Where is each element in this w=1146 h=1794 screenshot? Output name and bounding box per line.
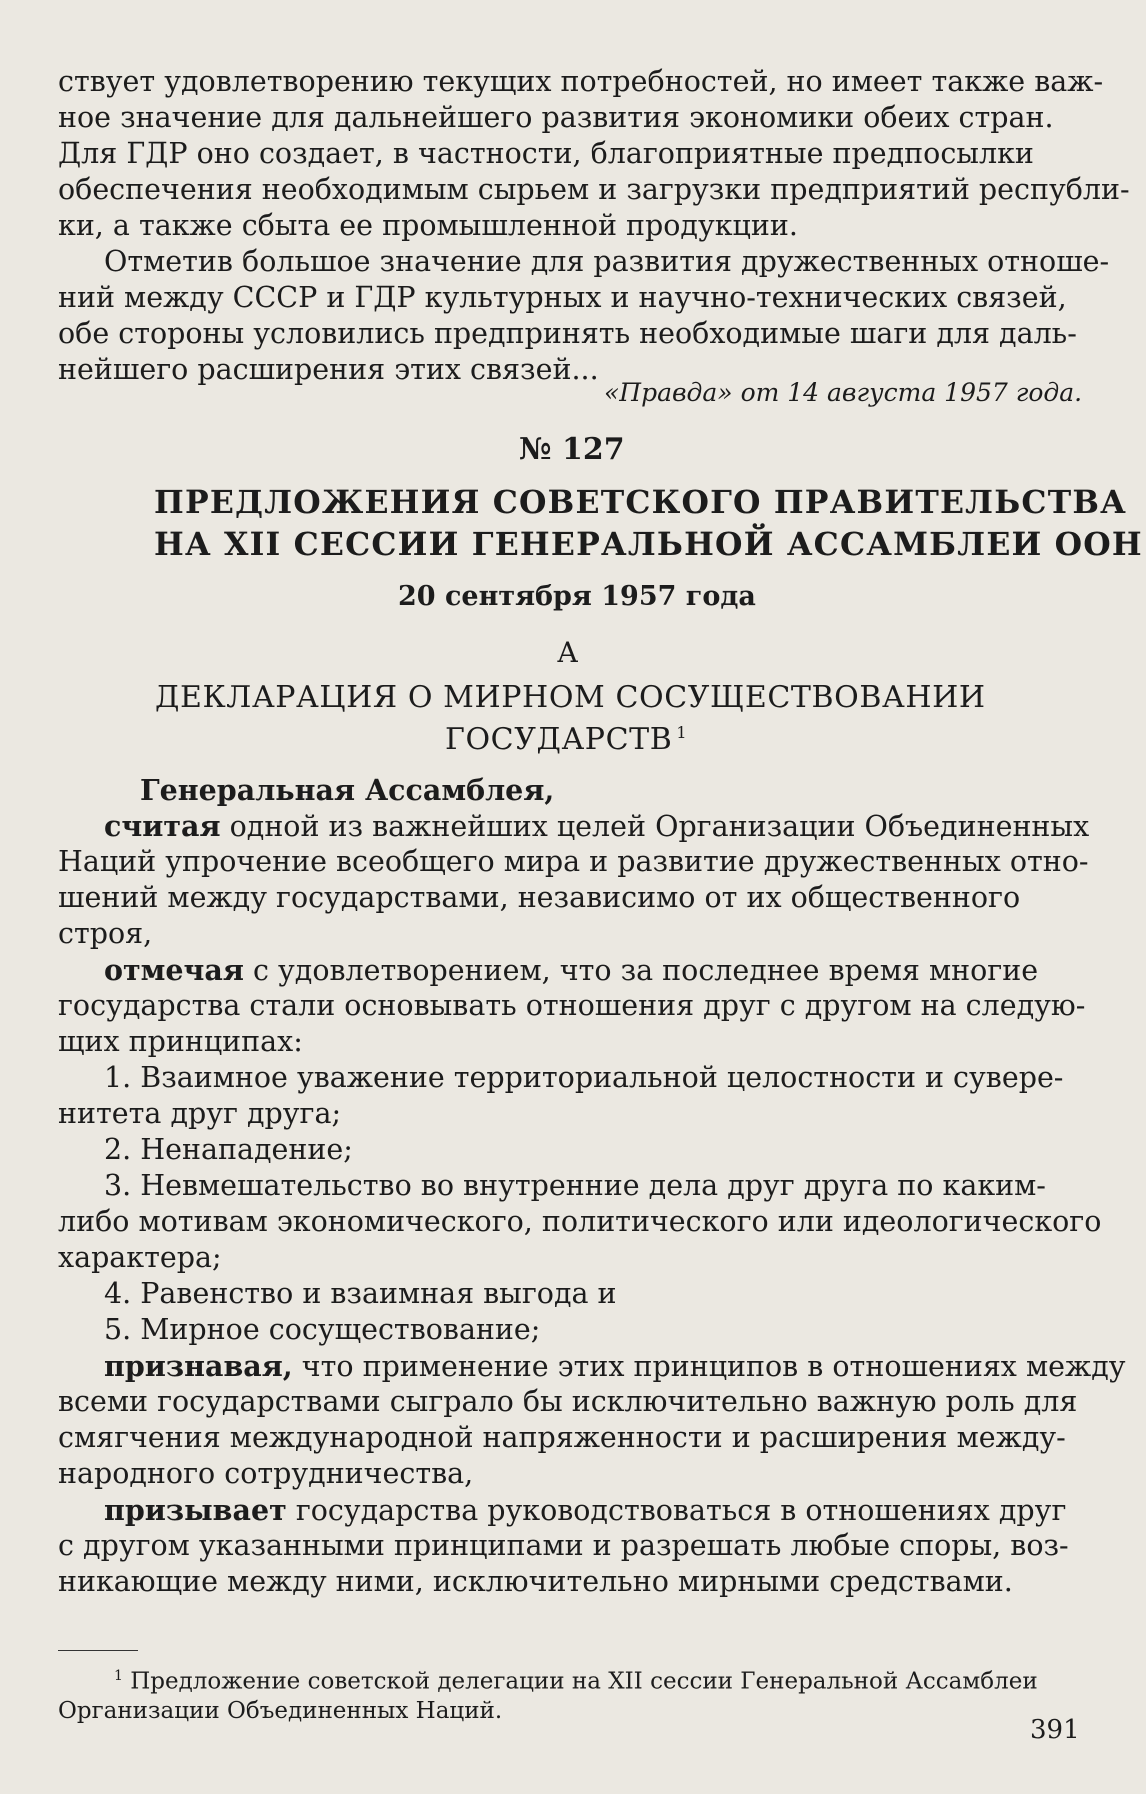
paragraph-line: обеспечения необходимым сырьем и загрузки предприятий республи-: [58, 173, 1130, 206]
paragraph-line: государства стали основывать отношения друг с другом на следую-: [58, 989, 1086, 1022]
list-item: нитета друг друга;: [58, 1097, 342, 1130]
assembly-heading: [140, 773, 555, 807]
list-item: 2. Ненападение;: [104, 1133, 353, 1166]
keyword: признавая,: [104, 1349, 293, 1383]
footnote-line: Организации Объединенных Наций.: [58, 1698, 503, 1724]
paragraph-line: ное значение для дальнейшего развития экономики обеих стран.: [58, 101, 1054, 134]
source-paper: «Правда»: [604, 378, 733, 407]
line-text: одной из важнейших целей Организации Объединенных: [229, 810, 1090, 843]
document-number: № 127: [519, 432, 625, 467]
paragraph-line: строя,: [58, 917, 153, 950]
paragraph-line: Отметив большое значение для развития дружественных отноше-: [104, 245, 1110, 278]
list-item: 5. Мирное сосуществование;: [104, 1313, 541, 1346]
declaration-title-line: [445, 722, 687, 757]
line-text: государства руководствоваться в отношениях друг: [295, 1494, 1067, 1527]
document-title-line: НА XII СЕССИИ ГЕНЕРАЛЬНОЙ АССАМБЛЕИ ООН: [154, 526, 1143, 563]
paragraph-line: [104, 1493, 1067, 1527]
paragraph-line: с другом указанными принципами и разрешать любые споры, воз-: [58, 1529, 1069, 1562]
list-item: либо мотивам экономического, политического или идеологического: [58, 1205, 1102, 1238]
footnote-divider: [58, 1650, 138, 1651]
footnote-marker: 1: [676, 723, 688, 742]
document-title-line: ПРЕДЛОЖЕНИЯ СОВЕТСКОГО ПРАВИТЕЛЬСТВА: [154, 484, 1128, 521]
declaration-title-line: ДЕКЛАРАЦИЯ О МИРНОМ СОСУЩЕСТВОВАНИИ: [155, 680, 986, 715]
footnote-mark: 1: [114, 1668, 123, 1684]
paragraph-line: [104, 1349, 1126, 1383]
paragraph-line: всеми государствами сыграло бы исключительно важную роль для: [58, 1385, 1078, 1418]
document-date: 20 сентября 1957 года: [398, 581, 756, 612]
section-letter: А: [557, 636, 579, 669]
footnote-line: [110, 1668, 1038, 1695]
page-number: 391: [1030, 1715, 1080, 1745]
list-item: 1. Взаимное уважение территориальной целостности и сувере-: [104, 1061, 1064, 1094]
paragraph-line: ствует удовлетворению текущих потребностей, но имеет также важ-: [58, 65, 1104, 98]
paragraph-line: шений между государствами, независимо от их общественного: [58, 881, 1021, 914]
source-date: от 14 августа 1957 года.: [740, 378, 1083, 407]
keyword: призывает: [104, 1493, 287, 1527]
declaration-title-text: ГОСУДАРСТВ: [445, 722, 673, 757]
list-item: 4. Равенство и взаимная выгода и: [104, 1277, 617, 1310]
paragraph-line: нейшего расширения этих связей...: [58, 353, 599, 386]
footnote-text: Предложение советской делегации на XII сессии Генеральной Ассамблеи: [130, 1668, 1038, 1695]
keyword: считая: [104, 809, 221, 843]
paragraph-line: обе стороны условились предпринять необходимые шаги для даль-: [58, 317, 1077, 350]
paragraph-line: [104, 809, 1090, 843]
paragraph-line: смягчения международной напряженности и расширения между-: [58, 1421, 1066, 1454]
keyword: отмечая: [104, 953, 244, 987]
paragraph-line: щих принципах:: [58, 1025, 303, 1058]
paragraph-line: ки, а также сбыта ее промышленной продукции.: [58, 209, 798, 242]
paragraph-line: Для ГДР оно создает, в частности, благоприятные предпосылки: [58, 137, 1034, 170]
line-text: с удовлетворением, что за последнее время многие: [253, 954, 1039, 987]
list-item: 3. Невмешательство во внутренние дела друг друга по каким-: [104, 1169, 1046, 1202]
paragraph-line: ний между СССР и ГДР культурных и научно-технических связей,: [58, 281, 1067, 314]
paragraph-line: Наций упрочение всеобщего мира и развитие дружественных отно-: [58, 845, 1089, 878]
paragraph-line: [104, 953, 1039, 987]
paragraph-line: народного сотрудничества,: [58, 1457, 474, 1490]
paragraph-line: никающие между ними, исключительно мирными средствами.: [58, 1565, 1013, 1598]
assembly-text: Генеральная Ассамблея,: [140, 773, 555, 807]
list-item: характера;: [58, 1241, 222, 1274]
source-citation: [604, 378, 1082, 407]
line-text: что применение этих принципов в отношениях между: [301, 1350, 1126, 1383]
